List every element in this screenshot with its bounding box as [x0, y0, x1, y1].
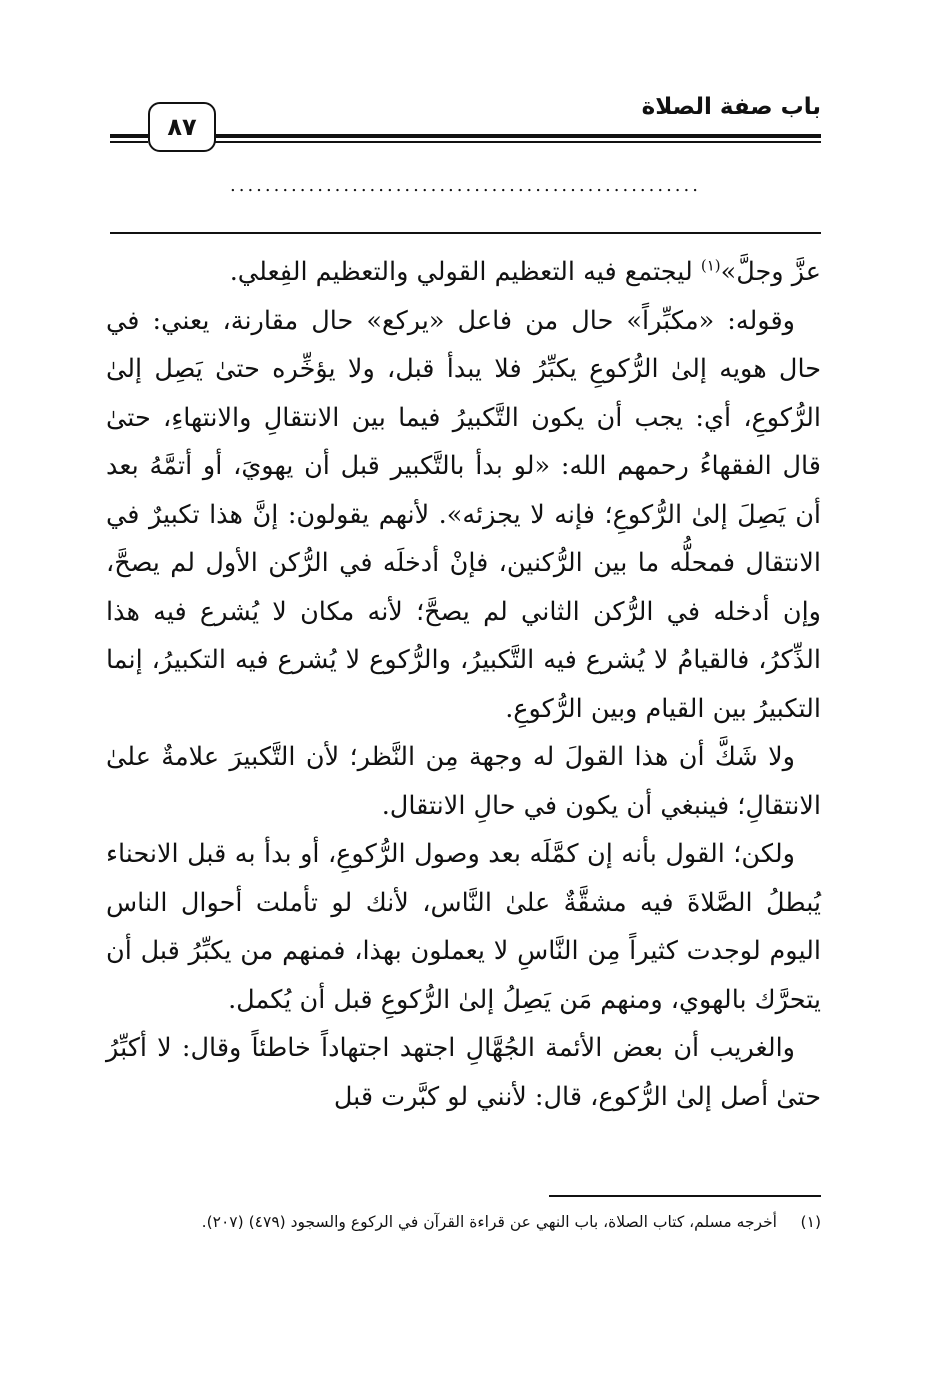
paragraph-4: ولكن؛ القول بأنه إن كمَّلَه بعد وصول الرُّكوعِ، أو بدأ به قبل الانحناء يُبطلُ الصَّلاةَ فيه مشقَّةٌ علىٰ النَّاس، لأنك لو تأملت أحوال الناس اليوم لوجدت كثيراً مِن النَّاسِ لا يعملون بهذا، فمنهم من يكبِّرُ قبل أن يتحرَّك بالهوي، ومنهم مَن يَصِلُ إلىٰ الرُّكوعِ قبل أن يُكمل. [106, 839, 821, 1015]
footnotes [106, 1206, 821, 1238]
paragraph-2: وقوله: «مكبِّراً» حال من فاعل «يركع» حال مقارنة، يعني: في حال هويه إلىٰ الرُّكوعِ يكبِّرُ فلا يبدأ قبل، ولا يؤخِّره حتىٰ يَصِل إلىٰ الرُّكوعِ، أي: يجب أن يكون التَّكبيرُ فيما بين الانتقالِ والانتهاءِ، حتىٰ قال الفقهاءُ رحمهم الله: «لو بدأ بالتَّكبير قبل أن يهويَ، أو أتمَّهُ بعد أن يَصِلَ إلىٰ الرُّكوعِ؛ فإنه لا يجزئه». لأنهم يقولون: إنَّ هذا تكبيرٌ في الانتقال فمحلُّه ما بين الرُّكنين، فإنْ أدخلَه في الرُّكن الأول لم يصحَّ، وإن أدخله في الرُّكن الثاني لم يصحَّ؛ لأنه مكان لا يُشرع فيه هذا الذِّكرُ، فالقيامُ لا يُشرع فيه التَّكبيرُ، والرُّكوع لا يُشرع فيه التكبيرُ، إنما التكبيرُ بين القيام وبين الرُّكوعِ. [106, 305, 821, 724]
header-rule-thin [212, 141, 821, 143]
footnote-item [106, 1206, 821, 1238]
paragraph-3: ولا شَكَّ أن هذا القولَ له وجهة مِن النَّظر؛ لأن التَّكبيرَ علامةٌ علىٰ الانتقالِ؛ فينبغي أن يكون في حالِ الانتقال. [106, 742, 821, 821]
paragraph-1: عزَّ وجلَّ»$^{(١)}$ ليجتمع فيه التعظيم القولي والتعظيم الفِعلي. [229, 256, 821, 287]
footnote-text: أخرجه مسلم، كتاب الصلاة، باب النهي عن قراءة القرآن في الركوع والسجود (٤٧٩) (٢٠٧). [201, 1213, 777, 1231]
footnote-rule [549, 1195, 821, 1197]
main-text [106, 248, 821, 1121]
footnote-reference[interactable]: (١) [700, 256, 721, 275]
header-rule-left-thick [110, 134, 148, 138]
page-number: ٨٧ [148, 102, 216, 152]
separator-rule [110, 232, 821, 234]
footnote-number: (١) [800, 1213, 821, 1231]
header-rule-thick [212, 134, 821, 138]
header-rule-left-thin [110, 141, 148, 143]
paragraph-5: والغريب أن بعض الأئمة الجُهَّالِ اجتهد اجتهاداً خاطئاً وقال: لا أكبِّرُ حتىٰ أصل إلىٰ الرُّكوع، قال: لأنني لو كبَّرت قبل [106, 1033, 821, 1112]
chapter-title: باب صفة الصلاة [641, 94, 821, 120]
separator-dots: ...................................................... [230, 176, 701, 196]
